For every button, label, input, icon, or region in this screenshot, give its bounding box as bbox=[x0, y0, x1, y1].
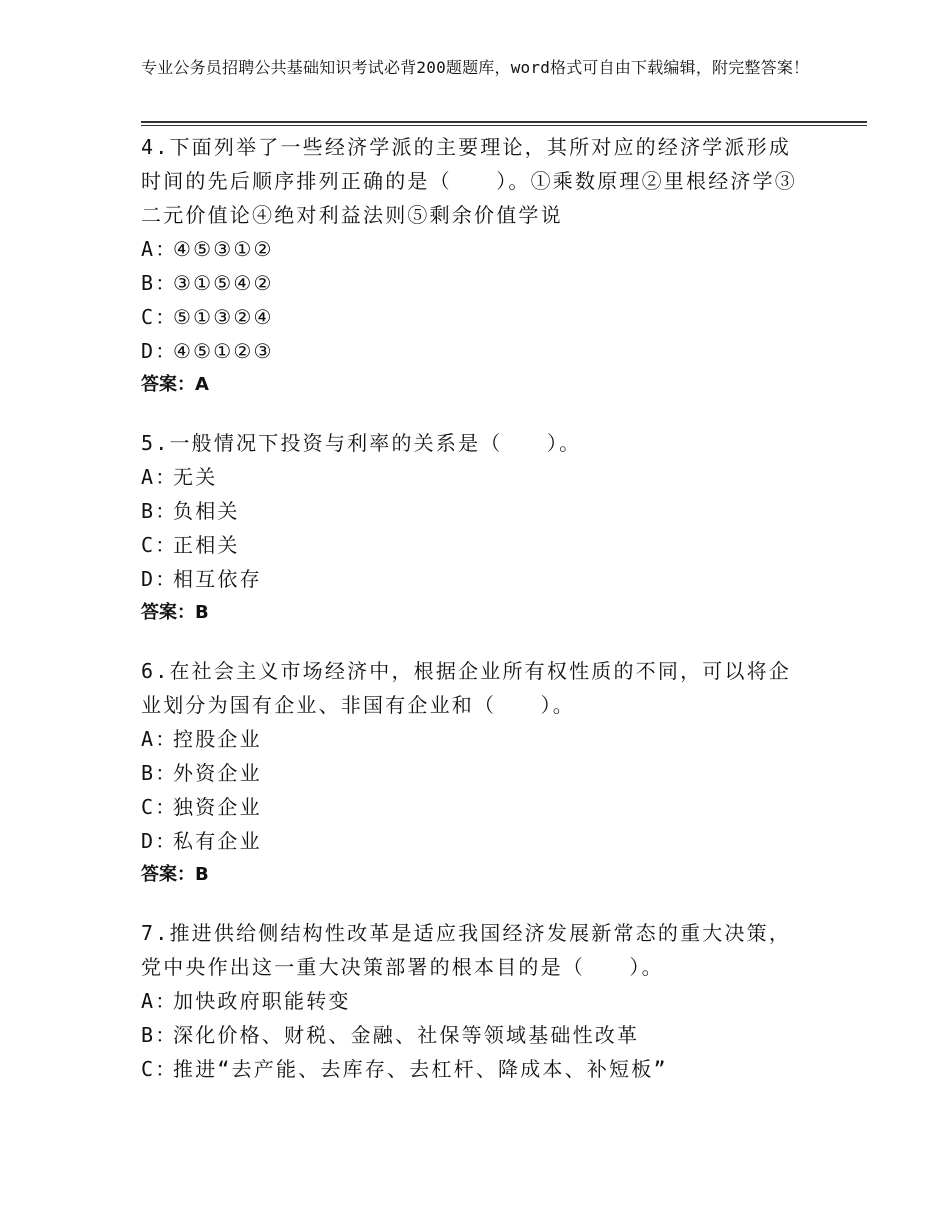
option-key: C： bbox=[141, 533, 178, 557]
option-key: B： bbox=[141, 1023, 178, 1047]
question-list bbox=[141, 130, 801, 1110]
header-rule-thin bbox=[141, 125, 867, 126]
answer-label: 答案：A bbox=[141, 374, 209, 395]
question-5 bbox=[141, 426, 801, 630]
option-key: B： bbox=[141, 761, 178, 785]
option-text: ③①⑤④② bbox=[173, 271, 274, 295]
option-text: 相互依存 bbox=[173, 567, 262, 591]
option-b bbox=[141, 1018, 801, 1052]
question-6 bbox=[141, 654, 801, 892]
option-key: A： bbox=[141, 465, 178, 489]
option-text: 外资企业 bbox=[173, 761, 262, 785]
option-key: C： bbox=[141, 1057, 178, 1081]
option-text: ④⑤③①② bbox=[173, 237, 274, 261]
option-c bbox=[141, 1052, 801, 1086]
question-4 bbox=[141, 130, 801, 402]
option-key: D： bbox=[141, 829, 178, 853]
question-text: 5.一般情况下投资与利率的关系是（ ）。 bbox=[141, 431, 582, 455]
answer-label: 答案：B bbox=[141, 602, 209, 623]
option-text: 独资企业 bbox=[173, 795, 262, 819]
option-b bbox=[141, 756, 801, 790]
option-text: 无关 bbox=[173, 465, 218, 489]
option-a bbox=[141, 722, 801, 756]
option-text: ⑤①③②④ bbox=[173, 305, 274, 329]
option-text: ④⑤①②③ bbox=[173, 339, 274, 363]
option-c bbox=[141, 300, 801, 334]
page-header: 专业公务员招聘公共基础知识考试必背200题题库，word格式可自由下载编辑，附完整答案！ bbox=[141, 58, 810, 77]
option-key: D： bbox=[141, 339, 178, 363]
option-text: 控股企业 bbox=[173, 727, 262, 751]
option-a bbox=[141, 232, 801, 266]
option-key: C： bbox=[141, 305, 178, 329]
option-key: C： bbox=[141, 795, 178, 819]
option-d bbox=[141, 824, 801, 858]
answer-label: 答案：B bbox=[141, 864, 209, 885]
option-text: 私有企业 bbox=[173, 829, 262, 853]
option-d bbox=[141, 334, 801, 368]
question-7 bbox=[141, 916, 801, 1086]
option-key: D： bbox=[141, 567, 178, 591]
header-rule-thick bbox=[141, 121, 867, 123]
option-key: B： bbox=[141, 271, 178, 295]
option-d bbox=[141, 562, 801, 596]
option-b bbox=[141, 494, 801, 528]
option-text: 加快政府职能转变 bbox=[173, 989, 351, 1013]
option-text: 正相关 bbox=[173, 533, 240, 557]
option-text: 推进“去产能、去库存、去杠杆、降成本、补短板” bbox=[173, 1057, 668, 1081]
question-text: 6.在社会主义市场经济中，根据企业所有权性质的不同，可以将企业划分为国有企业、非国有企业和（ ）。 bbox=[141, 659, 792, 717]
option-c bbox=[141, 528, 801, 562]
option-key: A： bbox=[141, 237, 178, 261]
question-text: 7.推进供给侧结构性改革是适应我国经济发展新常态的重大决策，党中央作出这一重大决策部署的根本目的是（ ）。 bbox=[141, 921, 792, 979]
option-b bbox=[141, 266, 801, 300]
option-c bbox=[141, 790, 801, 824]
option-a bbox=[141, 460, 801, 494]
option-key: A： bbox=[141, 727, 178, 751]
option-key: A： bbox=[141, 989, 178, 1013]
option-text: 负相关 bbox=[173, 499, 240, 523]
question-text: 4.下面列举了一些经济学派的主要理论，其所对应的经济学派形成时间的先后顺序排列正确的是（ ）。①乘数原理②里根经济学③二元价值论④绝对利益法则⑤剩余价值学说 bbox=[141, 135, 797, 227]
option-key: B： bbox=[141, 499, 178, 523]
option-text: 深化价格、财税、金融、社保等领域基础性改革 bbox=[173, 1023, 640, 1047]
option-a bbox=[141, 984, 801, 1018]
